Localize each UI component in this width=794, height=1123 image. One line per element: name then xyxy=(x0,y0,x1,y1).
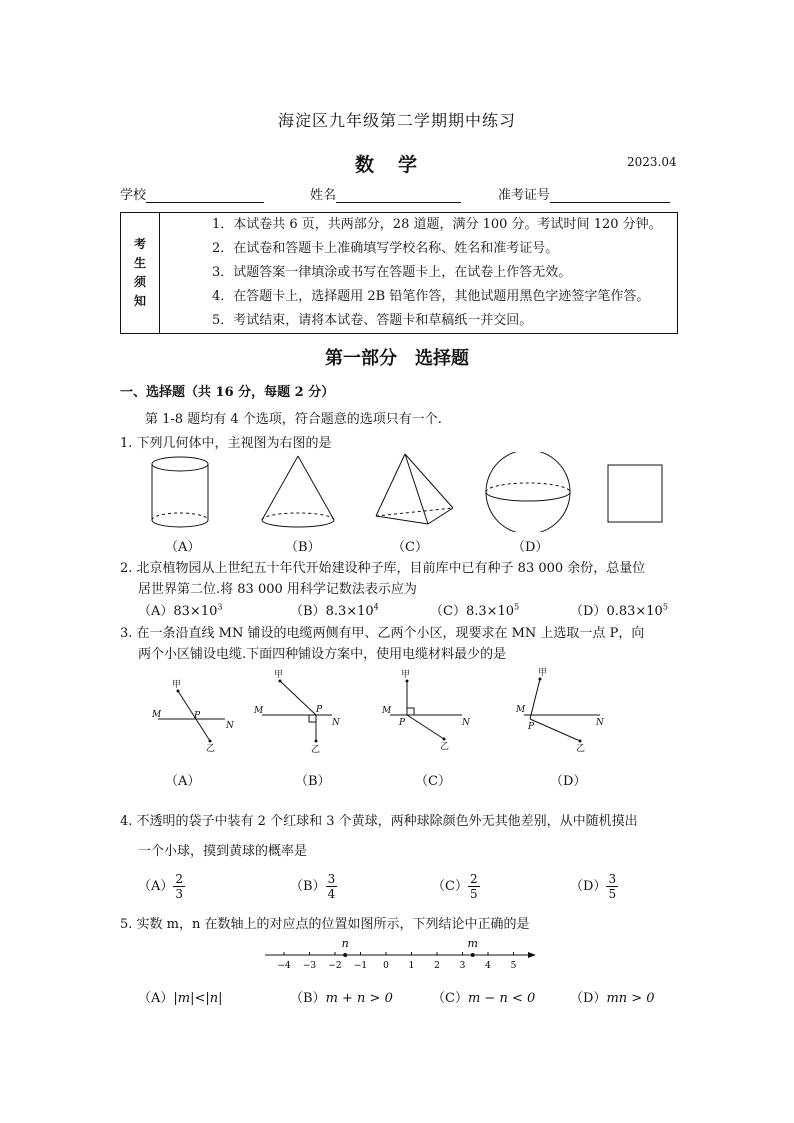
axis-tick-label: 3 xyxy=(459,961,466,971)
svg-text:甲: 甲 xyxy=(274,670,284,680)
exam-id-blank[interactable] xyxy=(550,188,670,203)
svg-text:N: N xyxy=(226,721,234,731)
svg-text:M: M xyxy=(382,706,392,716)
q2-option-b[interactable]: $(B)8.3\times 10^4$ xyxy=(290,602,379,619)
cylinder-figure xyxy=(152,457,208,527)
point-n xyxy=(343,953,347,957)
q5-option-b[interactable]: （B）m + n > 0 xyxy=(290,991,393,1006)
label-n: n xyxy=(341,937,349,950)
notice-item: 4．在答题卡上，选择题用 2B 铅笔作答，其他试题用黑色字迹签字笔作答。 xyxy=(212,289,650,304)
axis-tick-label: 4 xyxy=(485,961,491,971)
svg-text:P: P xyxy=(316,705,323,715)
notice-item: 5．考试结束，请将本试卷、答题卡和草稿纸一并交回。 xyxy=(212,313,533,328)
pyramid-figure xyxy=(376,454,453,524)
axis-tick-label: −1 xyxy=(353,961,368,971)
q3-figure-d xyxy=(515,667,605,754)
school-blank[interactable] xyxy=(146,188,264,203)
exam-title: 海淀区九年级第二学期期中练习 xyxy=(277,111,516,130)
exam-id-field[interactable] xyxy=(498,184,670,203)
svg-text:乙: 乙 xyxy=(311,745,321,755)
notice-item: 1．本试卷共 6 页，共两部分，28 道题，满分 100 分。考试时间 120 分钟。 xyxy=(212,217,662,232)
q3-stem-line2: 两个小区铺设电缆.下面四种铺设方案中，使用电缆材料最少的是 xyxy=(138,647,507,662)
school-field[interactable] xyxy=(120,184,264,203)
svg-text:乙: 乙 xyxy=(576,744,586,754)
q5-number-line xyxy=(260,935,545,973)
q5-option-a[interactable]: （A）|m|<|n| xyxy=(138,991,223,1006)
q3-figure-b xyxy=(253,669,341,755)
q1-option-b[interactable]: （B） xyxy=(285,540,321,555)
q3-option-c[interactable]: （C） xyxy=(415,774,451,789)
svg-text:P: P xyxy=(528,722,535,732)
notice-content xyxy=(160,213,678,334)
exam-date: 2023.04 xyxy=(627,155,677,169)
svg-text:P: P xyxy=(399,718,406,728)
svg-text:甲: 甲 xyxy=(401,670,411,680)
q3-option-b[interactable]: （B） xyxy=(295,774,331,789)
q4-stem-line1: 4. 不透明的袋子中装有 2 个红球和 3 个黄球，两种球除颜色外无其他差别，从中随机摸出 xyxy=(120,814,638,829)
svg-text:甲: 甲 xyxy=(538,668,548,678)
notice-item: 3．试题答案一律填涂或书写在答题卡上，在试卷上作答无效。 xyxy=(212,265,572,280)
point-m xyxy=(471,953,475,957)
q1-option-c[interactable]: （C） xyxy=(392,540,428,555)
q5-option-c[interactable]: （C）m − n < 0 xyxy=(432,991,536,1006)
q1-figures xyxy=(130,452,690,532)
axis-tick-label: 5 xyxy=(510,961,517,971)
notice-item: 2．在试卷和答题卡上准确填写学校名称、姓名和准考证号。 xyxy=(212,241,559,256)
q5-stem: 5. 实数 m，n 在数轴上的对应点的位置如图所示，下列结论中正确的是 xyxy=(120,917,530,932)
q4-option-d[interactable]: （D） $\frac{3}{5}$ xyxy=(570,872,617,901)
q3-figures xyxy=(140,665,620,755)
axis-tick-label: −4 xyxy=(277,961,291,971)
q3-option-a[interactable]: （A） xyxy=(165,774,201,789)
q3-figure-c xyxy=(381,669,471,752)
name-blank[interactable] xyxy=(336,188,461,203)
axis-tick-label: −2 xyxy=(328,961,342,971)
q1-option-d[interactable]: （D） xyxy=(512,540,549,555)
q2-option-c[interactable]: $(C)8.3\times 10^5$ xyxy=(430,602,520,619)
section-title: 一、选择题（共 16 分，每题 2 分） xyxy=(120,385,335,400)
q2-stem-line2: 居世界第二位.将 83 000 用科学记数法表示应为 xyxy=(138,582,417,597)
subject-title: 数学 xyxy=(355,154,442,176)
svg-text:N: N xyxy=(462,718,470,728)
q5-option-d[interactable]: （D）mn > 0 xyxy=(570,991,655,1006)
axis-tick-label: 0 xyxy=(383,961,389,971)
q2-option-d[interactable]: $(D)0.83\times 10^5$ xyxy=(570,602,668,619)
q1-stem: 1. 下列几何体中，主视图为右图的是 xyxy=(120,436,332,451)
q1-option-a[interactable]: （A） xyxy=(165,540,201,555)
svg-text:N: N xyxy=(332,718,340,728)
axis-arrow xyxy=(528,952,536,958)
svg-text:P: P xyxy=(194,711,201,721)
axis-tick-label: −3 xyxy=(302,961,317,971)
q2-option-a[interactable]: $(A)83\times 10^3$ xyxy=(138,602,223,619)
q3-figure-a xyxy=(151,679,235,754)
svg-text:M: M xyxy=(254,706,264,716)
svg-text:M: M xyxy=(152,710,162,720)
school-label: 学校 xyxy=(120,188,147,203)
q3-stem-line1: 3. 在一条沿直线 MN 铺设的电缆两侧有甲、乙两个小区，现要求在 MN 上选取一点 P，向 xyxy=(120,626,645,641)
svg-text:M: M xyxy=(516,705,526,715)
name-label: 姓名 xyxy=(310,188,337,203)
svg-text:N: N xyxy=(596,718,604,728)
q3-option-d[interactable]: （D） xyxy=(550,774,587,789)
square-view xyxy=(608,465,662,522)
svg-text:乙: 乙 xyxy=(206,744,216,754)
name-field[interactable] xyxy=(310,184,461,203)
q4-option-a[interactable]: （A） $\frac{2}{3}$ xyxy=(138,872,184,901)
axis-tick-label: 1 xyxy=(408,961,415,971)
notice-label: 考 生 须 知 xyxy=(121,213,160,334)
sphere-figure xyxy=(486,452,570,532)
instruction: 第 1-8 题均有 4 个选项，符合题意的选项只有一个. xyxy=(145,412,442,427)
axis-tick-label: 2 xyxy=(434,961,440,971)
label-m: m xyxy=(467,937,478,950)
q2-stem-line1: 2. 北京植物园从上世纪五十年代开始建设种子库，目前库中已有种子 83 000 余份，总量位 xyxy=(120,561,646,576)
q4-option-b[interactable]: （B） $\frac{3}{4}$ xyxy=(290,872,336,901)
notice-box xyxy=(120,212,678,334)
part-title: 第一部分 选择题 xyxy=(325,348,469,369)
q4-stem-line2: 一个小球，摸到黄球的概率是 xyxy=(138,844,308,859)
cone-figure xyxy=(262,456,334,527)
exam-id-label: 准考证号 xyxy=(498,188,551,203)
q4-option-c[interactable]: （C） $\frac{2}{5}$ xyxy=(432,872,478,901)
svg-text:乙: 乙 xyxy=(440,742,450,752)
svg-text:甲: 甲 xyxy=(172,680,182,690)
